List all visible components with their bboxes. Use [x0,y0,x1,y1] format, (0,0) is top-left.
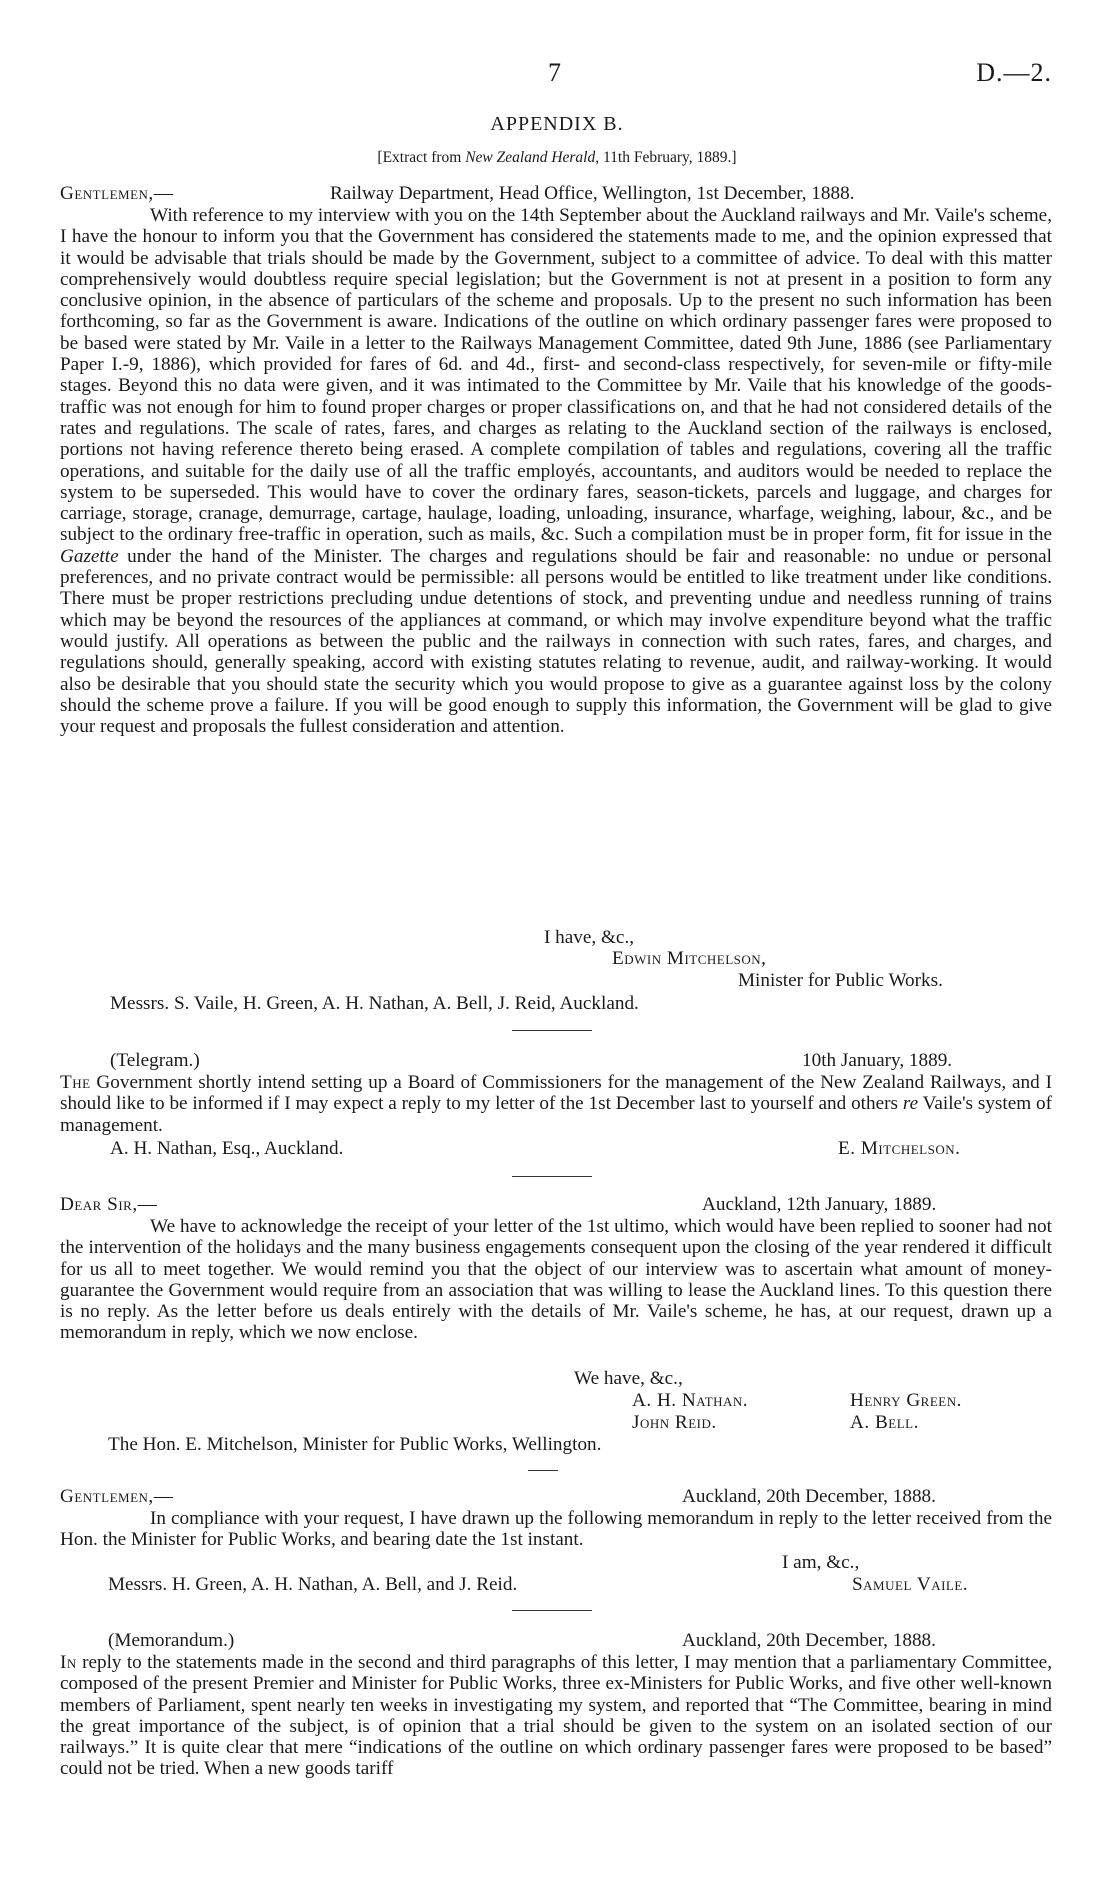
letter3-salutation: Gentlemen,— [60,1486,174,1507]
letter3-closing: I am, &c., [782,1552,860,1573]
telegram-body-lead: The [60,1072,91,1093]
telegram-addressee: A. H. Nathan, Esq., Auckland. [110,1138,344,1159]
telegram-body-end: Vaile's system of management. [60,1093,1052,1136]
letter2-sig-nathan: A. H. Nathan. [632,1390,749,1411]
letter3-body [60,1508,1052,1551]
letter1-addressees: Messrs. S. Vaile, H. Green, A. H. Nathan, A. Bell, J. Reid, Auckland. [110,993,639,1014]
letter1-body [60,205,1052,737]
gazette-word: Gazette [60,545,119,567]
section-divider [512,1030,592,1031]
letter1-body-part1: With reference to my interview with you on the 14th September about the Auckland railways and Mr. Vaile's scheme, I have the honour to inform you that the Government has considered the statements made to me, and the opinion expressed that it would be advisable that trials should be made by the Government, subject to a committee of advice. To deal with this matter comprehensively would doubtless require special legislation; but the Government is not at present in a position to form any conclusive opinion, in the absence of particulars of the scheme and proposals. Up to the present no such information has been forthcoming, so far as the Government is aware. Indications of the outline on which ordinary passenger fares were proposed to be based were stated by Mr. Vaile in a letter to the Railways Management Committee, dated 9th June, 1886 (see Parliamentary Paper I.-9, 1886), which provided for fares of 6d. and 4d., first- and second-class respectively, for seven-mile or fifty-mile stages. Beyond this no data were given, and it was intimated to the Committee by Mr. Vaile that his knowledge of the goods-traffic was not enough for him to found proper charges or proper classifications on, and that he had not considered details of the rates and regulations. The scale of rates, fares, and charges as relating to the Auckland section of the railways is enclosed, portions not having reference thereto being erased. A complete compilation of tables and regulations, covering all the traffic operations, and suitable for the daily use of all the traffic employés, accountants, and auditors would be needed to replace the system to be superseded. This would have to cover the ordinary fares, season-tickets, parcels and luggage, and charges for carriage, storage, cranage, demurrage, cartage, haulage, loading, unloading, insurance, wharfage, weighing, labour, &c., and be subject to the ordinary free-traffic in operation, such as mails, &c. Such a compilation must be in proper form, fit for issue in the [60,205,1052,546]
page-number: 7 [548,58,561,87]
letter3-body-text: In compliance with your request, I have drawn up the following memorandum in reply to the letter received from the Hon. the Minister for Public Works, and bearing date the 1st instant. [60,1508,1052,1551]
letter2-dateline: Auckland, 12th January, 1889. [702,1194,937,1215]
letter2-sig-bell: A. Bell. [850,1412,919,1433]
telegram-body-text: Government shortly intend setting up a Board of Commissioners for the management of the New Zealand Railways, and I should like to be informed if I may expect a reply to my letter of the 1st December last to yourself and others [60,1072,1052,1115]
section-divider [512,1176,592,1177]
extract-note [0,149,1114,167]
letter2-addressee: The Hon. E. Mitchelson, Minister for Public Works, Wellington. [108,1434,602,1455]
letter2-body-text: We have to acknowledge the receipt of your letter of the 1st ultimo, which would have been replied to sooner had not the intervention of the holidays and the many business engagements consequent upon the closing of the year rendered it difficult for us all to meet together. We would remind you that the object of our interview was to ascertain what amount of money-guarantee the Government would require from an association that was willing to lease the Auckland lines. To this question there is no reply. As the letter before us deals entirely with the details of Mr. Vaile's scheme, he has, at our request, drawn up a memorandum in reply, which we now enclose. [60,1216,1052,1344]
letter3-signature: Samuel Vaile. [852,1574,969,1595]
letter3-dateline: Auckland, 20th December, 1888. [682,1486,936,1507]
letter2-sig-reid: John Reid. [632,1412,717,1433]
letter2-closing: We have, &c., [574,1368,683,1389]
memorandum-body-lead: In [60,1652,77,1673]
letter1-closing: I have, &c., [544,927,635,948]
memorandum-label: (Memorandum.) [108,1630,235,1651]
section-divider [528,1470,558,1471]
telegram-date: 10th January, 1889. [802,1050,953,1071]
letter3-addressees: Messrs. H. Green, A. H. Nathan, A. Bell, and J. Reid. [108,1574,518,1595]
telegram-body [60,1072,1052,1136]
document-reference: D.—2. [976,58,1052,87]
letter1-signatory: Edwin Mitchelson, [612,948,767,969]
letter2-salutation: Dear Sir,— [60,1194,158,1215]
memorandum-body [60,1652,1052,1780]
extract-prefix: [Extract from [377,149,466,166]
letter2-body [60,1216,1052,1344]
telegram-re: re [902,1093,919,1115]
letter2-sig-green: Henry Green. [850,1390,962,1411]
section-divider [512,1610,592,1611]
memorandum-body-text: reply to the statements made in the second and third paragraphs of this letter, I may mention that a parliamentary Committee, composed of the present Premier and Minister for Public Works, three ex-Ministers for Public Works, and five other well-known members of Parliament, spent nearly ten weeks in investigating my system, and reported that “The Committee, bearing in mind the great importance of the subject, is of opinion that a trial should be given to the system on an isolated section of our railways.” It is quite clear that mere “indications of the outline on which ordinary passenger fares were proposed to be based” could not be tried. When a new goods tariff [60,1652,1052,1780]
extract-suffix: , 11th February, 1889.] [595,149,737,166]
extract-paper: New Zealand Herald [465,149,596,166]
letter1-dateline: Railway Department, Head Office, Wellington, 1st December, 1888. [330,183,855,204]
letter1-salutation: Gentlemen,— [60,183,174,204]
telegram-label: (Telegram.) [110,1050,200,1071]
telegram-signature: E. Mitchelson. [838,1138,961,1159]
letter1-signatory-title: Minister for Public Works. [738,970,943,991]
appendix-title: APPENDIX B. [490,113,624,135]
letter1-body-part2: under the hand of the Minister. The charges and regulations should be fair and reasonable: no undue or personal preferences, and no private contract would be permissible: all persons would be entitled to like treatment under like conditions. There must be proper restrictions precluding undue detentions of stock, and preventing undue and needless running of trains which may be beyond the resources of the appliances at command, or which may involve expenditure beyond what the traffic would justify. All operations as between the public and the railways in connection with such rates, fares, and charges, and regulations should, generally speaking, accord with existing statutes relating to revenue, audit, and railway-working. It would also be desirable that you should state the security which you would propose to give as a guarantee against loss by the colony should the scheme prove a failure. If you will be good enough to supply this information, the Government will be glad to give your request and proposals the fullest consideration and attention. [60,545,1052,738]
memorandum-date: Auckland, 20th December, 1888. [682,1630,936,1651]
